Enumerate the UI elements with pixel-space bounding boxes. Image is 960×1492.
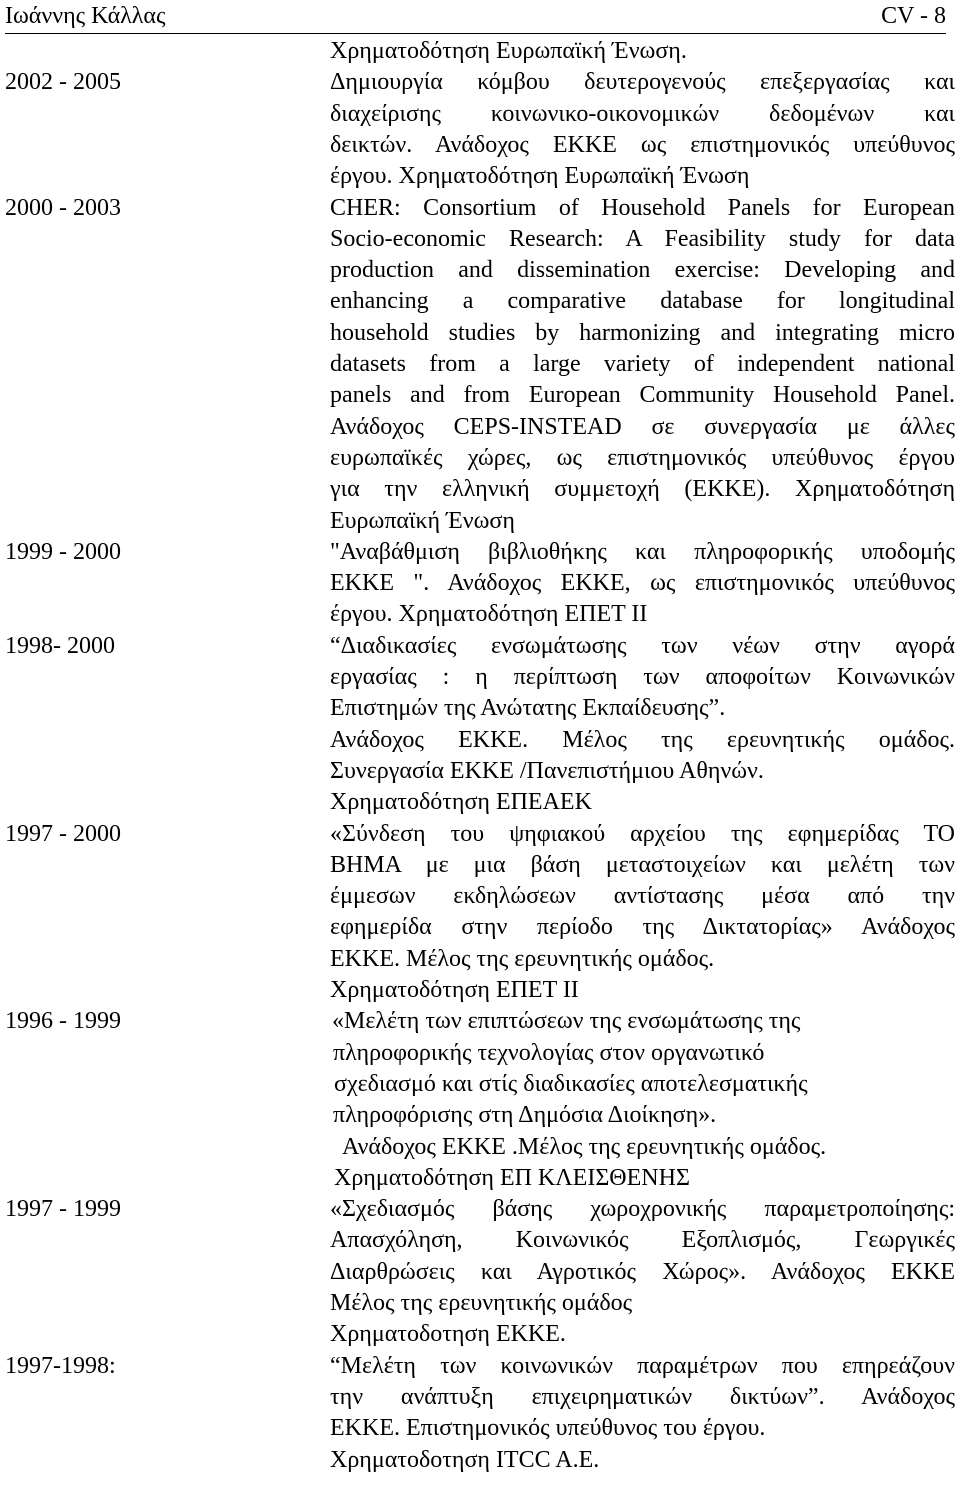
entry-date: 2000 - 2003 [5, 194, 121, 221]
entry-line: Χρηματοδότηση Ευρωπαϊκή Ένωση. [330, 38, 687, 64]
entry-date: 1998- 2000 [5, 632, 115, 659]
entry-line: datasets from a large variety of independent national [330, 351, 955, 377]
entry-line: CHER: Consortium of Household Panels for European [330, 194, 955, 221]
entry-line: Ανάδοχος ΕΚΚΕ. Μέλος της ερευνητικής ομάδος. [330, 726, 955, 753]
entry-line: Χρηματοδότηση ΕΠΕΤ ΙΙ [330, 977, 579, 1003]
entry-date: 1997-1998: [5, 1352, 116, 1379]
entry-line: Μέλος της ερευνητικής ομάδος [330, 1290, 633, 1316]
entry-line: Διαρθρώσεις και Αγροτικός Χώρος». Ανάδοχος ΕΚΚΕ [330, 1258, 955, 1285]
entry-line: πληροφορικής τεχνολογίας στον οργανωτικό [333, 1039, 765, 1066]
entry-line: την ανάπτυξη επιχειρηματικών δικτύων”. Ανάδοχος [330, 1383, 955, 1410]
entry-line: enhancing a comparative database for longitudinal [330, 288, 955, 315]
entry-line: panels and from European Community Household Panel. [330, 382, 955, 409]
entry-line: εργασίας : η περίπτωση των αποφοίτων Κοινωνικών [330, 664, 955, 690]
entry-line: έμμεσων εκδηλώσεων αντίστασης μέσα από την [330, 883, 955, 910]
entry-line: Ανάδοχος ΕΚΚΕ .Μέλος της ερευνητικής ομάδος. [342, 1133, 827, 1160]
entry-line: «Σύνδεση του ψηφιακού αρχείου της εφημερίδας ΤΟ [330, 820, 955, 847]
entry-line: Συνεργασία ΕΚΚΕ /Πανεπιστήμιου Αθηνών. [330, 757, 764, 784]
entry-line: «Σχεδιασμός βάσης χωροχρονικής παραμετροποίησης: [330, 1196, 955, 1223]
entry-line: δεικτών. Ανάδοχος ΕΚΚΕ ως επιστημονικός υπεύθυνος [330, 131, 955, 158]
entry-line: Socio-economic Research: A Feasibility study for data [330, 225, 955, 252]
entry-line: διαχείρισης κοινωνικο-οικονομικών δεδομένων και [330, 100, 955, 127]
entry-date: 2002 - 2005 [5, 69, 121, 96]
entry-date: 1997 - 1999 [5, 1196, 121, 1223]
entry-line: household studies by harmonizing and integrating micro [330, 319, 955, 346]
page-number: CV - 8 [881, 3, 946, 29]
entry-line: για την ελληνική συμμετοχή (ΕΚΚΕ). Χρηματοδότηση [330, 476, 955, 503]
author-name: Ιωάννης Κάλλας [5, 3, 166, 29]
entry-line: ευρωπαϊκές χώρες, ως επιστημονικός υπεύθυνος έργου [330, 444, 955, 471]
entry-line: Χρηματοδοτηση ΕΚΚΕ. [330, 1321, 566, 1348]
entry-line: Ανάδοχος CEPS-INSTEAD σε συνεργασία με άλλες [330, 413, 955, 440]
entry-line: Χρηματοδότηση ΕΠ ΚΛΕΙΣΘΕΝΗΣ [334, 1164, 690, 1191]
entry-line: ΕΚΚΕ. Μέλος της ερευνητικής ομάδος. [330, 945, 715, 972]
entry-line: production and dissemination exercise: Developing and [330, 257, 955, 284]
entry-date: 1997 - 2000 [5, 820, 121, 847]
entry-date: 1999 - 2000 [5, 538, 121, 565]
entry-line: ΕΚΚΕ ". Ανάδοχος ΕΚΚΕ, ως επιστημονικός υπεύθυνος [330, 570, 955, 597]
entry-line: έργου. Χρηματοδότηση ΕΠΕΤ ΙΙ [330, 601, 648, 628]
entry-line: “Μελέτη των κοινωνικών παραμέτρων που επηρεάζουν [330, 1352, 955, 1379]
entry-line: «Μελέτη των επιπτώσεων της ενσωμάτωσης της [332, 1008, 801, 1035]
entry-line: Δημιουργία κόμβου δευτερογενούς επεξεργασίας και [330, 69, 955, 96]
entry-line: ΕΚΚΕ. Επιστημονικός υπεύθυνος του έργου. [330, 1415, 766, 1442]
entry-line: "Αναβάθμιση βιβλιοθήκης και πληροφορικής υποδομής [330, 538, 955, 565]
entry-line: εφημερίδα στην περίοδο της Δικτατορίας» Ανάδοχος [330, 914, 955, 941]
entry-line: ΒΗΜΑ με μια βάση μεταστοιχείων και μελέτη των [330, 851, 955, 878]
entry-date: 1996 - 1999 [5, 1008, 121, 1035]
entry-line: “Διαδικασίες ενσωμάτωσης των νέων στην αγορά [330, 632, 955, 659]
entry-line: Απασχόληση, Κοινωνικός Εξοπλισμός, Γεωργικές [330, 1227, 955, 1254]
entry-line: πληροφόρισης στη Δημόσια Διοίκηση». [333, 1102, 717, 1129]
entry-line: έργου. Χρηματοδότηση Ευρωπαϊκή Ένωση [330, 163, 750, 190]
entry-line: Ευρωπαϊκή Ένωση [330, 507, 515, 534]
entry-line: Χρηματοδοτηση ITCC A.E. [330, 1446, 600, 1473]
entry-line: Επιστημών της Ανώτατης Εκπαίδευσης”. [330, 695, 726, 722]
entry-line: Χρηματοδότηση ΕΠΕΑΕΚ [330, 789, 592, 816]
entry-line: σχεδιασμό και στίς διαδικασίες αποτελεσματικής [334, 1070, 808, 1097]
